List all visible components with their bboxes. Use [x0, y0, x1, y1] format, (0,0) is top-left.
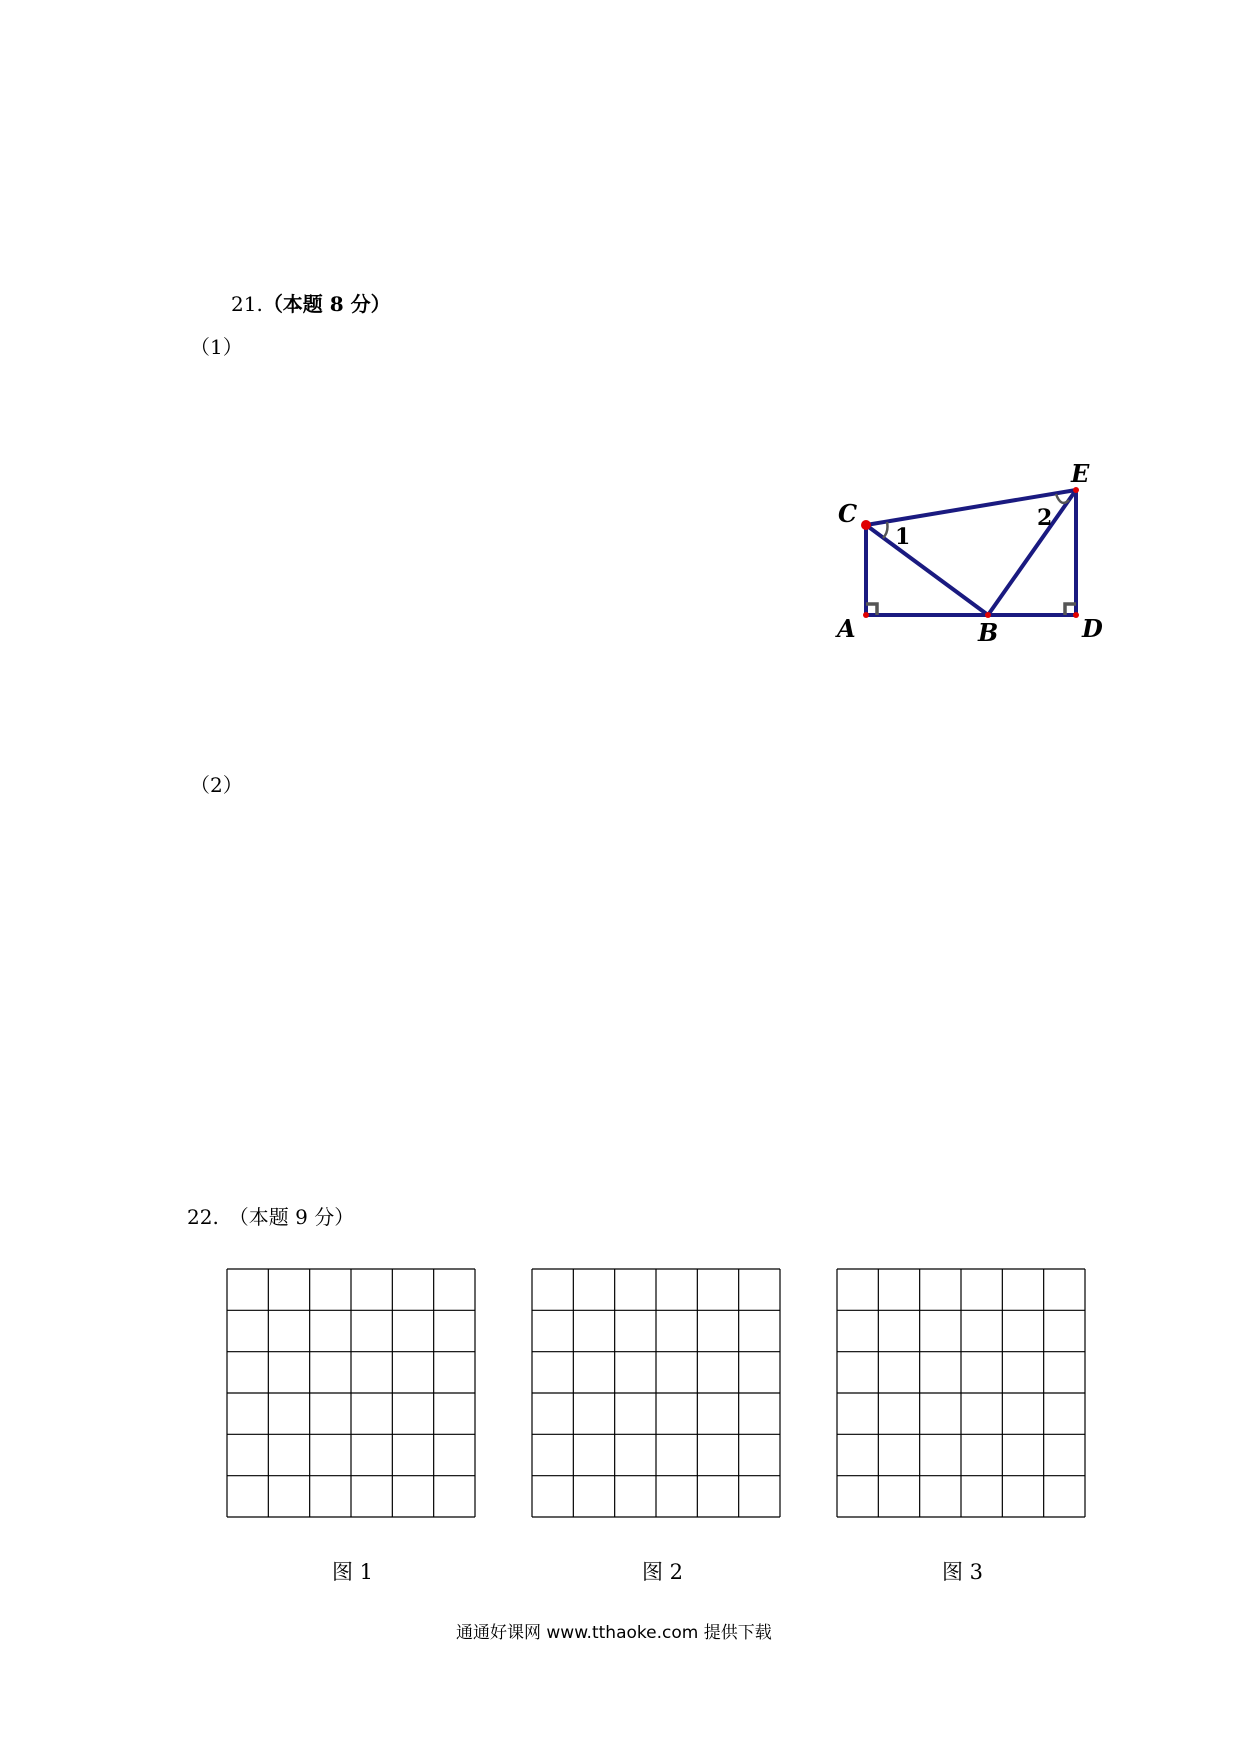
q21-part2-label: （2） — [190, 773, 243, 797]
q21-score: （本题 8 分） — [262, 292, 391, 316]
q21-heading — [231, 292, 391, 316]
point-a — [863, 612, 869, 618]
grid-caption-2: 图 2 — [642, 1560, 684, 1584]
segment-cb — [866, 525, 988, 615]
angle-label-2: 2 — [1037, 505, 1053, 531]
point-c — [861, 520, 871, 530]
segment-be — [988, 490, 1076, 615]
angle-label-1: 1 — [895, 524, 911, 550]
label-c: C — [838, 499, 858, 528]
label-a: A — [837, 614, 856, 643]
angle-arc-2 — [1056, 494, 1069, 503]
point-d — [1073, 612, 1079, 618]
geometry-figure — [825, 448, 1115, 648]
label-b: B — [978, 618, 999, 647]
q22-heading: 22. （本题 9 分） — [187, 1205, 355, 1229]
label-d: D — [1082, 614, 1103, 643]
q21-part1-label: （1） — [190, 335, 243, 359]
grid-caption-1: 图 1 — [332, 1560, 374, 1584]
grid-figure-1 — [226, 1268, 476, 1518]
angle-arc-1 — [883, 522, 888, 538]
grid-caption-3: 图 3 — [942, 1560, 984, 1584]
grid-figure-2 — [531, 1268, 781, 1518]
q21-number: 21. — [231, 292, 263, 316]
footer-source: 通通好课网 www.tthaoke.com 提供下载 — [456, 1623, 772, 1643]
label-e: E — [1071, 459, 1090, 488]
grid-figure-3 — [836, 1268, 1086, 1518]
